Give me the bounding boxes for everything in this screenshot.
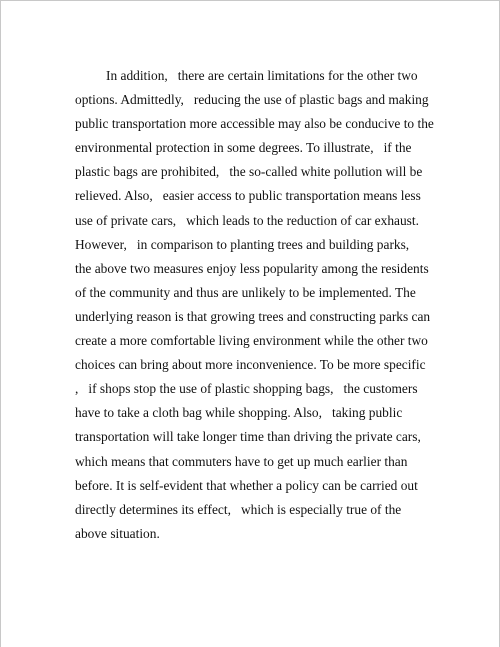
paragraph-line: However, in comparison to planting trees and building parks,	[75, 236, 410, 252]
paragraph-line: In addition, there are certain limitations for the other two	[106, 68, 418, 83]
body-paragraph	[75, 64, 434, 546]
paragraph-line: environmental protection in some degrees. To illustrate, if the	[75, 140, 412, 156]
paragraph-line: the above two measures enjoy less popularity among the residents	[75, 260, 429, 276]
paragraph-line: directly determines its effect, which is especially true of the	[75, 501, 402, 517]
paragraph-line: plastic bags are prohibited, the so-called white pollution will be	[75, 164, 423, 180]
paragraph-line: which means that commuters have to get up much earlier than	[75, 453, 408, 469]
paragraph-line: options. Admittedly, reducing the use of plastic bags and making	[75, 92, 429, 108]
paragraph-line: , if shops stop the use of plastic shopping bags, the customers	[75, 381, 418, 397]
paragraph-line: public transportation more accessible may also be conducive to the	[75, 116, 434, 132]
paragraph-line: choices can bring about more inconvenience. To be more specific	[75, 357, 426, 373]
paragraph-line: of the community and thus are unlikely to be implemented. The	[75, 284, 416, 300]
paragraph-line: use of private cars, which leads to the reduction of car exhaust.	[75, 212, 419, 228]
paragraph-line: before. It is self-evident that whether a policy can be carried out	[75, 477, 418, 493]
paragraph-line: underlying reason is that growing trees and constructing parks can	[75, 308, 431, 324]
paragraph-line: relieved. Also, easier access to public transportation means less	[75, 188, 421, 204]
paragraph-line: create a more comfortable living environment while the other two	[75, 333, 428, 349]
paragraph-line: transportation will take longer time than driving the private cars,	[75, 429, 421, 445]
paragraph-line: above situation.	[75, 525, 160, 541]
paragraph-line: have to take a cloth bag while shopping. Also, taking public	[75, 405, 403, 421]
